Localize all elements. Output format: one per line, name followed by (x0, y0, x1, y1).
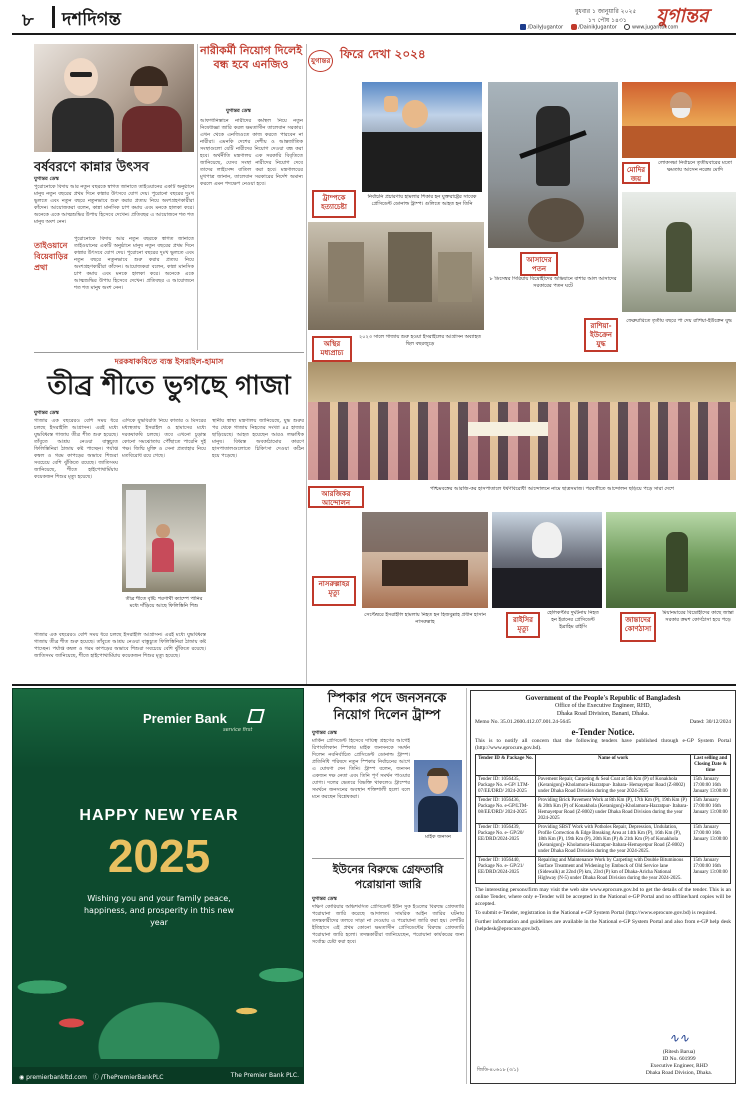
modi-caption: লোকসভা নির্বাচনে তৃতীয়বারের মতো ক্ষমতায় আসেন নরেন্দ্র মোদি (658, 160, 732, 173)
date-line-2: ১৭ পৌষ ১৪৩১ (588, 17, 627, 24)
tender-division: Dhaka Road Division, Banani, Dhaka. (556, 711, 650, 717)
table-row (476, 824, 731, 857)
col-work: Name of work (536, 755, 691, 776)
gaza-byline: যুগান্তর ডেস্ক (34, 410, 59, 416)
taiwan-side-label: তাইওয়ানে বিয়েবাড়ির প্রথা (34, 241, 68, 272)
gaza-rubble-caption: ২০২৩ সালে গাজায় শুরু হওয়া ইসরাইলের আগ্রাসন অব্যাহত ছিল বছরজুড়ে (359, 334, 481, 347)
raisi-portrait (532, 522, 562, 558)
tender-id-cell: Tender ID: 1056439, Package No. e- GP/20/ EE/DRD/2024-2025 (476, 824, 536, 857)
modi-photo (622, 82, 736, 158)
bank-tagline: service first (223, 727, 253, 733)
nasrallah-photo (362, 512, 488, 608)
tender-note-1: The interesting persons/firm may visit the web site www.eprocure.gov.bd to get the details of the tender. This is an online Tender, where only e-Tender will be accepted in the National e-GP Portal and no offline/hard copies will be accepted. (475, 887, 731, 907)
gd-number: জিডি-৪০৬১৮ (৩/১) (477, 1068, 519, 1073)
bank-logo-area (13, 689, 304, 769)
sign-name: (Ritesh Barua) (662, 1049, 696, 1055)
yoon-headline: ইউনের বিরুদ্ধে গ্রেফতারি পরোয়ানা জারি (332, 863, 444, 891)
center-divider (306, 44, 307, 684)
tender-note-2: To submit e-Tender, registration in the National e-GP System Portal (http://www.eprocure.gov.bd) is required. (475, 910, 717, 916)
syria-label: আসাদের পতন (520, 252, 558, 276)
afghan-headline: নারীকর্মী নিয়োগ দিলেই বন্ধ হবে এনজিও (200, 44, 302, 71)
gaza-body-col3: স্থানীয় স্বাস্থ্য মন্ত্রণালয় জানিয়েছে, যুদ্ধ শুরুর পর থেকে গাজায় নিহতের সংখ্যা ৪৫ হাজার ছাড়িয়েছে। আহত হয়েছেন আরও লক্ষাধিক মানুষ। বিধ্বস্ত অবকাঠামোর কারণে হাসপাতালগুলোতে চিকিৎসা দেওয়া কঠিন হয়ে পড়েছে। (212, 418, 304, 459)
man-body (52, 98, 114, 152)
afghan-byline: যুগান্তর ডেস্ক (226, 108, 251, 114)
social-link-2[interactable]: /DainikJugantor (578, 24, 617, 31)
woman-hair (130, 66, 168, 86)
trump-photo (362, 82, 482, 192)
col-tender-id: Tender ID & Package No. (476, 755, 536, 776)
johnson-photo (414, 760, 462, 832)
col-date: Last selling and Closing Date & time (691, 755, 731, 776)
trump-head (402, 100, 428, 128)
afghan-body: আফগানিস্তানে নারীদের কর্মস্থল নিয়ে নতুন নিষেধাজ্ঞা জারি করল ক্ষমতাসীন তালেবান সরকার। এখন থেকে এনজিওতে কাজ করতে পারবেন না নারীরা। এমনকি দেশের দেশীয় ও আন্তর্জাতিক সংস্থাগুলো যেটি নারীদের নিয়োগ দেওয়া বন্ধ করা হবে। অর্থনীতি মন্ত্রণালয় এক সরকারি বিবৃতিতে জানিয়েছে, যেসব সংস্থা নারীদের নিয়োগ দেবে তাদের লাইসেন্স বাতিল করা হবে। মন্ত্রণালয়ের মুখপাত্র জানান, তালেবান সরকারের নির্দেশ অমান্য করলে এমন পদক্ষেপ নেওয়া হবে। (200, 118, 303, 187)
statue-head (528, 198, 584, 242)
protest-banner (468, 422, 548, 436)
tender-date-cell: 15th January 17:00:00 16th January 13:00:00 (691, 797, 731, 824)
page-number: ৮ (22, 10, 34, 31)
raisi-caption: হেলিকপ্টার দুর্ঘটনায় নিহত হন ইরানের প্রেসিডেন্ট ইব্রাহিম রাইসি (547, 610, 599, 630)
tender-table-header (476, 755, 731, 776)
globe-icon: ◉ (19, 1074, 25, 1081)
masthead (0, 0, 748, 34)
ruin-building-3 (438, 252, 472, 302)
tender-office: Office of the Executive Engineer, RHD, (554, 703, 652, 709)
protesters (308, 402, 736, 480)
myanmar-caption: মিয়ানমারের বিদ্রোহীদের কাছে জান্তা সরকার ক্রমশ কোণঠাসা হয়ে পড়ে (662, 610, 734, 623)
raisi-photo (492, 512, 602, 608)
speaker-body-left: মার্কিন প্রেসিডেন্ট হিসেবে দায়িত্ব গ্রহণের আগেই রিপাবলিকান স্পিকার মাইক জনসনকে সমর্থন দিলেন নবনির্বাচিত প্রেসিডেন্ট ডোনাল্ড ট্রাম্প। প্রতিনিধি পরিষদে নতুন স্পিকার নির্বাচনের আগে এ ঘোষণা দেন তিনি। ট্রাম্প বলেন, জনসন একজন দক্ষ নেতা এবং তিনি পূর্ণ সমর্থন পাওয়ার যোগ্য। দলের ভেতরে বিভক্তি থাকলেও ট্রাম্পের সমর্থনে জনসনের অবস্থান শক্তিশালী হলো বলে মনে করছেন বিশ্লেষকরা। (312, 738, 410, 800)
taiwan-body-top: পুরোনোকে বিদায় আর নতুন বছরকে স্বাগত জানাতে তাইওয়ানের একটি অনুষ্ঠানে মানুষ নতুন বছরের প্রথম দিনে কান্নার উৎসবে যোগ দেয়। পুরোনো বছরের দুঃখ ভুলতে এবং নতুন বছরে নতুনভাবে শুরু করার প্রত্যয় নিয়ে অংশগ্রহণকারীরা কাঁদেন। আয়োজকরা বলেন, কান্না মানসিক চাপ কমায় এবং মনকে হালকা করে। অনেকে একে আত্মশুদ্ধির উপায় হিসেবে দেখেন। প্রতিবছর এ আয়োজনে শত শত মানুষ অংশ নেন। (34, 184, 194, 225)
tender-work-cell: Repairing and Maintenance Work by Carpeting with Double Bituminous Surface Treatment and Widening by Embuck of Old Service lane (Sidewalk) at 22nd (P) km, 23rd (P) km of Dhaka-Aricha National Highway (N-5) under Dhaka Road Division during the year 2024-2025. (536, 857, 691, 884)
ruin-building-2 (388, 232, 432, 302)
trump-fist (384, 96, 398, 112)
ad-year: 2025 (107, 830, 211, 882)
tender-memo: Memo No. 35.01.2600.412.07.001.24-5645 (475, 719, 571, 725)
yoon-byline: যুগান্তর ডেস্ক (312, 896, 337, 902)
social-bar (520, 24, 748, 33)
gaza-photo-caption: তীব্র শীতে বৃষ্টি: শরণার্থী ক্যাম্পে পানির মধ্যে দাঁড়িয়ে আছে ফিলিস্তিনি শিশু (125, 596, 203, 609)
johnson-suit (418, 796, 458, 832)
rebel-figure (666, 532, 688, 592)
man-glasses (70, 72, 92, 77)
crowd (622, 126, 736, 158)
speaker-byline: যুগান্তর ডেস্ক (312, 730, 337, 736)
nasrallah-label: নাসরুল্লাহর মৃত্যু (312, 576, 356, 606)
tender-id-cell: Tender ID: 1056436, Package No. e-GP/LTM-08/EE/DRD/ 2024-2025 (476, 797, 536, 824)
tender-divider (466, 688, 467, 1084)
speaker-headline: স্পিকার পদে জনসনকে নিয়োগ দিলেন ট্রাম্প (327, 691, 447, 723)
tender-id-cell: Tender ID: 1056440, Package No. e- GP/21/ EE/DRD/2024-2025 (476, 857, 536, 884)
taiwan-headline: বর্ষবরণে কান্নার উৎসব (34, 160, 150, 175)
tender-note-3: Further information and guidelines are available in the National e-GP System Portal and also from e-GP help desk (helpdesk@eprocure.gov.bd). (475, 919, 731, 932)
feature-banner (308, 44, 736, 84)
gaza-body-col1: গাজার এক বছরেরও বেশি সময় ধরে চলছে ইসরাইলি আগ্রাসন। এরই মধ্যে যুদ্ধবিধ্বস্ত গাজায় তীব্র শীত শুরু হয়েছে। তাঁবুতে আশ্রয় নেওয়া বাস্তুচ্যুত ফিলিস্তিনিরা ঠান্ডায় কষ্ট পাচ্ছেন। পর্যাপ্ত কম্বল ও গরম কাপড়ের অভাবে শিশুরা সবচেয়ে বেশি ঝুঁকিতে রয়েছে। জাতিসংঘ জানিয়েছে, শীতে হাইপোথার্মিয়ায় কয়েকজন শিশুর মৃত্যু হয়েছে। (34, 418, 118, 480)
afghan-photo (34, 44, 194, 152)
tender-date-cell: 15th January 17:00:00 16th January 13:00:00 (691, 824, 731, 857)
website-link[interactable]: www.jugantor.com (632, 24, 679, 31)
tender-notice (470, 690, 736, 1084)
child-body (152, 538, 174, 572)
kolkata-photo (308, 362, 736, 480)
myanmar-label: জান্তাদের কোণঠাসা (620, 612, 656, 642)
table-row (476, 797, 731, 824)
gaza-rubble-photo (308, 222, 484, 330)
ad-footer (13, 1067, 304, 1084)
date-line-1: বুধবার ১ জানুয়ারি ২০২৫ (575, 8, 637, 15)
taiwan-byline: যুগান্তর ডেস্ক (34, 176, 59, 182)
tender-work-cell: Providing Brick Pavement Work at 8th Km (P), 17th Km (P), 19th Km (P) & 20th Km (P) of Konakhola (Keranigonj)-Kholamora-Hazratpur- Itabara-Hemayetpur Road (Z-8002) under Dhaka Road Division during the year 2024-2025 (536, 797, 691, 824)
syria-photo (488, 82, 618, 248)
gaza-rubble-label: অস্থির মধ্যপ্রাচ্য (312, 336, 352, 362)
child-figure (156, 524, 170, 538)
crowd-raisi (492, 568, 602, 608)
ad-decoration (13, 939, 304, 1059)
raisi-label: রাইসির মৃত্যু (506, 612, 540, 638)
gaza-photo (122, 484, 206, 592)
trump-caption: নির্বাচনি প্রচারণায় হামলার শিকার হন যুক্তরাষ্ট্রের সাবেক প্রেসিডেন্ট ডোনাল্ড ট্রাম্প। গুলিতে আহত হন তিনি (367, 194, 477, 207)
facebook-icon (520, 24, 526, 30)
tender-table (475, 754, 731, 884)
tender-date-cell: 15th January 17:00:00 16th January 13:00:00 (691, 857, 731, 884)
gaza-headline: তীব্র শীতে ভুগছে গাজা (47, 371, 291, 401)
coffin (382, 560, 468, 586)
tender-date-cell: 15th January 17:00:00 16th January 13:00:00 (691, 776, 731, 797)
premier-bank-ad[interactable] (12, 688, 304, 1084)
feature-title: ফিরে দেখা ২০২৪ (340, 47, 426, 61)
instagram-icon (571, 24, 577, 30)
tender-id-cell: Tender ID: 1056435, Package No. e-GP/ LTM-07/EE/DRD/ 2024-2025 (476, 776, 536, 797)
social-link-1[interactable]: /DailyJugantor (527, 24, 564, 31)
tender-gov: Government of the People's Republic of Bangladesh (525, 694, 681, 702)
header-rule (12, 33, 736, 35)
ukraine-photo (622, 192, 736, 312)
sign-office: Dhaka Road Division, Dhaka. (645, 1070, 713, 1076)
tender-memo-row (475, 718, 731, 726)
modi-beard (672, 108, 690, 118)
newspaper-logo: যুগান্তর (656, 5, 709, 27)
globe-icon (624, 24, 630, 30)
johnson-hair (427, 768, 449, 776)
speaker-yunus-rule (312, 858, 464, 859)
signature-mark: ∿∿ (668, 1031, 690, 1045)
ukraine-label: রাশিয়া-ইউক্রেন যুদ্ধ (584, 318, 618, 352)
man-figure (64, 58, 98, 96)
facebook-icon: ⓕ (92, 1074, 99, 1081)
agents (362, 132, 482, 192)
syria-caption: ৮ ডিসেম্বর সিরিয়ায় বিদ্রোহীদের অভিযানে বাশার আল আসাদের সরকারের পতন ঘটে (489, 276, 617, 289)
ukraine-caption: ফেব্রুয়ারিতে তৃতীয় বছরে পা দেয় রাশিয়া-ইউক্রেন যুদ্ধ (626, 318, 732, 324)
bank-name: Premier Bank (143, 711, 227, 726)
ad-footer-bank: The Premier Bank PLC. (230, 1072, 299, 1079)
tender-work-cell: Providing SBST Work with Potholes Repair, Depression, Undulation, Profile Correction & Edge Breaking Area at 14th Km (P), 16th Km (P), 18th Km (P), 19th Km (P), 20th Km (P) & 21th Km (P) of Konakhola (Keranigonj)- Kholamora-Hazratpur-Itabara-Hemayetpur Road (Z-8002) under Dhaka Road Division during the year 2024-2025. (536, 824, 691, 857)
tender-work-cell: Pavement Repair, Carpeting & Seal Coat at 5th Km (P) of Konakhola (Keranigonj)-Kholamora-Hazratpur- Itabara- Hemayetpur Road (Z-8002) under Dhaka Road Division during the year 2024-2025 (536, 776, 691, 797)
taiwan-body-bottom: পুরোনোকে বিদায় আর নতুন বছরকে স্বাগত জানাতে তাইওয়ানের একটি অনুষ্ঠানে মানুষ নতুন বছরের প্রথম দিনে কান্নার উৎসবে যোগ দেয়। পুরোনো বছরের দুঃখ ভুলতে এবং নতুন বছরে নতুনভাবে শুরু করার প্রত্যয় নিয়ে অংশগ্রহণকারীরা কাঁদেন। আয়োজকরা বলেন, কান্না মানসিক চাপ কমায় এবং মনকে হালকা করে। অনেকে একে আত্মশুদ্ধির উপায় হিসেবে দেখেন। প্রতিবছর এ আয়োজনে শত শত মানুষ অংশ নেন। (74, 236, 194, 291)
kolkata-label: আরজিকর আন্দোলন (308, 486, 364, 508)
sign-title: Executive Engineer, RHD (650, 1063, 708, 1069)
left-column-divider (197, 44, 198, 350)
ruin-building-1 (328, 242, 364, 302)
section-divider (52, 6, 55, 28)
signature-block (629, 1031, 729, 1077)
mourners (362, 512, 488, 552)
modi-label: মোদির জয় (622, 162, 650, 184)
soldier-figure (666, 222, 692, 292)
table-row (476, 776, 731, 797)
gaza-body-bottom: গাজার এক বছরেরও বেশি সময় ধরে চলছে ইসরাইলি আগ্রাসন। এরই মধ্যে যুদ্ধবিধ্বস্ত গাজায় তীব্র শীত শুরু হয়েছে। তাঁবুতে আশ্রয় নেওয়া বাস্তুচ্যুত ফিলিস্তিনিরা ঠান্ডায় কষ্ট পাচ্ছেন। পর্যাপ্ত কম্বল ও গরম কাপড়ের অভাবে শিশুরা সবচেয়ে বেশি ঝুঁকিতে রয়েছে। জাতিসংঘ জানিয়েছে, শীতে হাইপোথার্মিয়ায় কয়েকজন শিশুর মৃত্যু হয়েছে। (34, 632, 206, 659)
section-title: দশদিগন্ত (62, 9, 121, 30)
table-row (476, 857, 731, 884)
sign-id: ID No. 601999 (662, 1056, 696, 1062)
yoon-body: দক্ষিণ কোরিয়ার অভিশংসিত প্রেসিডেন্ট ইউন সুক ইওলের বিরুদ্ধে গ্রেফতারি পরোয়ানা জারি করেছে আদালত। সামরিক আইন জারির ঘটনায় তদন্তকারীদের তলবে সাড়া না দেওয়ায় এ পরোয়ানা জারি করা হয়। দেশটির ইতিহাসে এই প্রথম কোনো ক্ষমতাসীন প্রেসিডেন্টের বিরুদ্ধে গ্রেফতারি পরোয়ানা জারি হলো। তদন্তকারীরা জানিয়েছেন, পরোয়ানা কার্যকরের জন্য সর্বোচ্চ চেষ্টা করা হবে। (312, 904, 464, 945)
mid-page-rule (12, 684, 736, 686)
trump-label: ট্রাম্পকে হত্যাচেষ্টা (312, 190, 356, 218)
tender-title: e-Tender Notice. (571, 727, 635, 737)
afghan-bottom-rule (34, 352, 304, 353)
adult-figure (126, 490, 146, 588)
gaza-kicker: দরকষাকষিতে ব্যস্ত ইসরাইল-হামাস (114, 357, 224, 366)
myanmar-photo (606, 512, 736, 608)
woman-body (122, 106, 182, 152)
kolkata-caption: পশ্চিমবঙ্গের আরজি-কর হাসপাতালে ধর্ষণবিরোধী আন্দোলনে নামে ছাত্রসমাজ। পরবর্তীতে আন্দোলন ছড়িয়ে পড়ে সারা দেশে (429, 486, 675, 492)
ad-fb[interactable]: /ThePremierBankPLC (100, 1074, 164, 1081)
ad-greeting: HAPPY NEW YEAR (79, 807, 239, 824)
gaza-body-col2: এদিকে যুদ্ধবিরতি নিয়ে কাতার ও মিসরের মধ্যস্থতায় ইসরাইল ও হামাসের মধ্যে দরকষাকষি চলছে। তবে এখনো চূড়ান্ত কোনো সমঝোতায় পৌঁছাতে পারেনি দুই পক্ষ। জিম্মি মুক্তি ও সেনা প্রত্যাহার নিয়ে মতবিরোধ রয়ে গেছে। (122, 418, 206, 459)
nasrallah-caption: সেপ্টেম্বরে ইসরাইলি হামলায় নিহত হন হিজবুল্লাহ প্রধান হাসান নাসরুল্লাহ (364, 612, 486, 625)
tender-intro: This is to notify all concern that the following tenders have published through e-GP System Portal (http://www.eprocure.gov.bd). (475, 738, 731, 751)
ad-wish: Wishing you and your family peace, happiness, and prosperity in this new year (83, 894, 235, 927)
ad-web[interactable]: premierbankltd.com (26, 1074, 87, 1081)
tender-dated: Dated: 30/12/2024 (689, 719, 731, 725)
feature-logo: যুগান্তর (308, 50, 333, 72)
johnson-caption: মাইক জনসন (425, 834, 451, 840)
